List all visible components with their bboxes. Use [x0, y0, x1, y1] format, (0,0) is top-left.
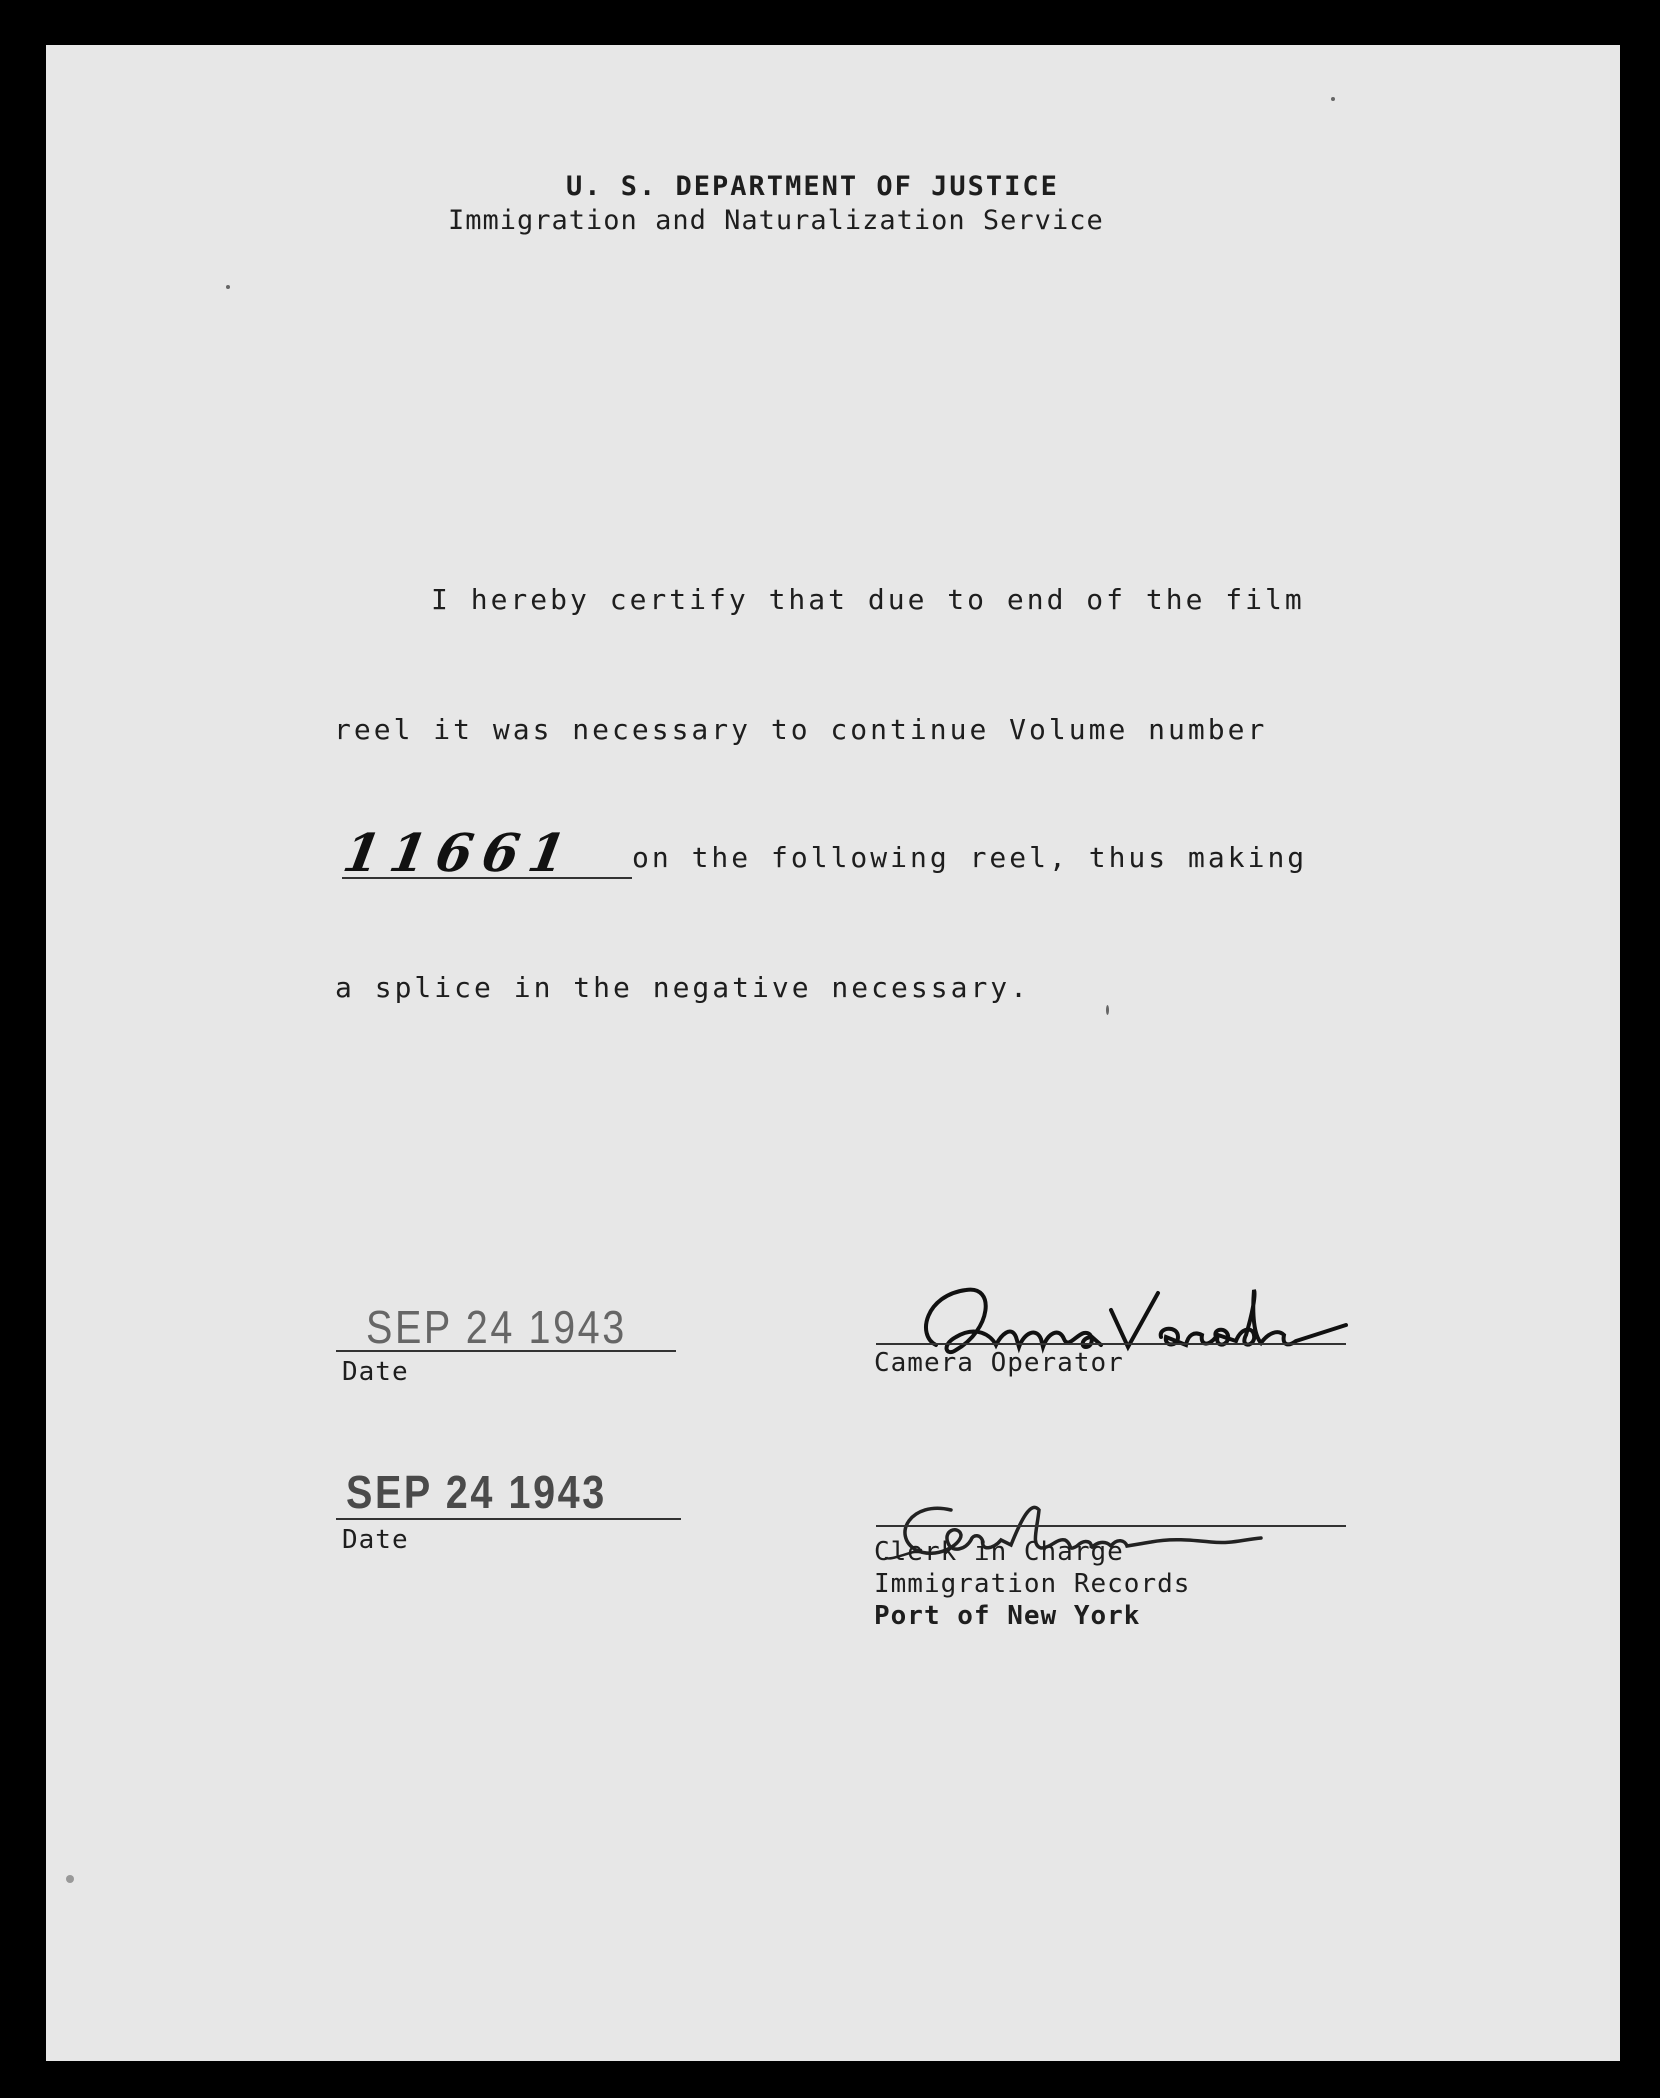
camera-operator-signature-line: [876, 1343, 1346, 1345]
service-subheading: Immigration and Naturalization Service: [448, 205, 1104, 236]
clerk-signature-line: [876, 1525, 1346, 1527]
certificate-line-3: on the following reel, thus making: [632, 841, 1308, 874]
film-speck: [66, 1875, 74, 1883]
date-stamp-2: SEP 24 1943: [346, 1466, 607, 1518]
film-speck: [1106, 1005, 1109, 1015]
film-speck: [1331, 97, 1335, 101]
volume-number-underline: [342, 877, 632, 879]
department-heading: U. S. DEPARTMENT OF JUSTICE: [566, 171, 1059, 202]
clerk-title-line-1: Clerk in Charge: [874, 1537, 1124, 1567]
date-label-1: Date: [342, 1357, 409, 1387]
clerk-title-line-3: Port of New York: [874, 1601, 1141, 1631]
date-line-2: [336, 1518, 681, 1520]
document-page: [46, 45, 1620, 2061]
certificate-line-2: reel it was necessary to continue Volume number: [334, 713, 1268, 746]
volume-number-handwritten: 11661: [338, 823, 581, 884]
date-line-1: [336, 1350, 676, 1352]
clerk-title-line-2: Immigration Records: [874, 1569, 1191, 1599]
film-speck: [226, 285, 230, 289]
certificate-line-4: a splice in the negative necessary.: [335, 971, 1031, 1004]
date-stamp-1: SEP 24 1943: [366, 1301, 627, 1353]
camera-operator-label: Camera Operator: [874, 1348, 1124, 1378]
certificate-line-1: I hereby certify that due to end of the film: [431, 583, 1305, 616]
date-label-2: Date: [342, 1525, 409, 1555]
